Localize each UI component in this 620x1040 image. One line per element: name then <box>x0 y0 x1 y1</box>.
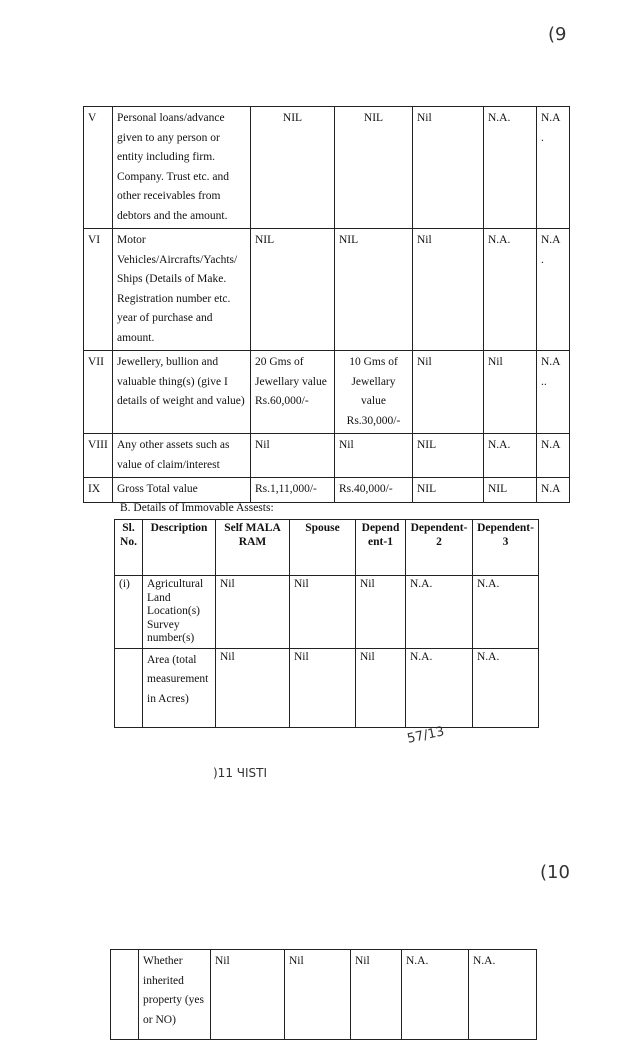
column-header-dependent-1: Depend ent-1 <box>356 520 406 576</box>
initials-mark: 57/13 <box>405 724 446 747</box>
page-number-mark-bottom: (10 <box>540 862 570 883</box>
serial-cell: IX <box>84 478 113 503</box>
self-cell: 20 Gms of Jewellary value Rs.60,000/- <box>251 351 335 434</box>
description-cell: Motor Vehicles/Aircrafts/Yachts/ Ships (Details of Make. Registration number etc. year of purchase and amount. <box>113 229 251 351</box>
spouse-cell: Nil <box>290 576 356 649</box>
dependent-1-cell: Nil <box>351 950 402 1040</box>
description-cell: Personal loans/advance given to any person or entity including firm. Company. Trust etc. and other receivables from debtors and the amount. <box>113 107 251 229</box>
description-cell: Any other assets such as value of claim/interest <box>113 434 251 478</box>
dependent-2-cell: N.A. <box>484 434 537 478</box>
serial-cell: V <box>84 107 113 229</box>
column-header-dependent-2: Dependent- 2 <box>406 520 473 576</box>
signature-mark: )11 ЧISTI <box>213 766 268 780</box>
self-cell: Nil <box>211 950 285 1040</box>
dependent-1-cell: Nil <box>413 229 484 351</box>
dependent-2-cell: NIL <box>484 478 537 503</box>
dependent-3-cell: N.A . <box>537 229 570 351</box>
spouse-cell: Rs.40,000/- <box>335 478 413 503</box>
dependent-3-cell: N.A . <box>537 107 570 229</box>
dependent-2-cell: N.A. <box>484 107 537 229</box>
dependent-1-cell: Nil <box>356 576 406 649</box>
spouse-cell: NIL <box>335 229 413 351</box>
serial-cell: VIII <box>84 434 113 478</box>
table-header-row <box>115 520 539 576</box>
immovable-assets-table <box>114 519 539 728</box>
dependent-3-cell: N.A .. <box>537 351 570 434</box>
table-row <box>111 950 537 1040</box>
table-row <box>84 351 570 434</box>
spouse-cell: 10 Gms of Jewellary value Rs.30,000/- <box>335 351 413 434</box>
table-row <box>115 576 539 649</box>
page-number-mark-top: (9 <box>548 24 567 45</box>
spouse-cell: Nil <box>290 648 356 727</box>
dependent-1-cell: Nil <box>356 648 406 727</box>
self-cell: Nil <box>251 434 335 478</box>
spouse-cell: Nil <box>335 434 413 478</box>
dependent-2-cell: N.A. <box>484 229 537 351</box>
column-header-sl: Sl. No. <box>115 520 143 576</box>
dependent-2-cell: N.A. <box>406 648 473 727</box>
serial-cell <box>111 950 139 1040</box>
column-header-self: Self MALA RAM <box>216 520 290 576</box>
table-row <box>84 478 570 503</box>
dependent-2-cell: N.A. <box>406 576 473 649</box>
table-row <box>84 434 570 478</box>
table-row <box>115 648 539 727</box>
dependent-3-cell: N.A. <box>473 648 539 727</box>
self-cell: Nil <box>216 648 290 727</box>
table-row <box>84 107 570 229</box>
description-cell: Whether inherited property (yes or NO) <box>139 950 211 1040</box>
description-cell: Area (total measurement in Acres) <box>143 648 216 727</box>
description-cell: Gross Total value <box>113 478 251 503</box>
self-cell: NIL <box>251 229 335 351</box>
dependent-2-cell: Nil <box>484 351 537 434</box>
dependent-2-cell: N.A. <box>402 950 469 1040</box>
serial-cell <box>115 648 143 727</box>
dependent-3-cell: N.A <box>537 434 570 478</box>
section-b-title: B. Details of Immovable Assests: <box>120 502 274 514</box>
spouse-cell: NIL <box>335 107 413 229</box>
dependent-3-cell: N.A. <box>473 576 539 649</box>
column-header-dependent-3: Dependent- 3 <box>473 520 539 576</box>
column-header-description: Description <box>143 520 216 576</box>
table-row <box>84 229 570 351</box>
self-cell: NIL <box>251 107 335 229</box>
dependent-1-cell: Nil <box>413 351 484 434</box>
dependent-1-cell: Nil <box>413 107 484 229</box>
description-cell: Agricultural Land Location(s) Survey number(s) <box>143 576 216 649</box>
movable-assets-table <box>83 106 570 503</box>
column-header-spouse: Spouse <box>290 520 356 576</box>
serial-cell: VI <box>84 229 113 351</box>
description-cell: Jewellery, bullion and valuable thing(s) (give I details of weight and value) <box>113 351 251 434</box>
dependent-3-cell: N.A. <box>469 950 537 1040</box>
serial-cell: (i) <box>115 576 143 649</box>
immovable-assets-table-continued <box>110 949 537 1040</box>
dependent-1-cell: NIL <box>413 434 484 478</box>
self-cell: Nil <box>216 576 290 649</box>
self-cell: Rs.1,11,000/- <box>251 478 335 503</box>
spouse-cell: Nil <box>285 950 351 1040</box>
dependent-1-cell: NIL <box>413 478 484 503</box>
serial-cell: VII <box>84 351 113 434</box>
dependent-3-cell: N.A <box>537 478 570 503</box>
